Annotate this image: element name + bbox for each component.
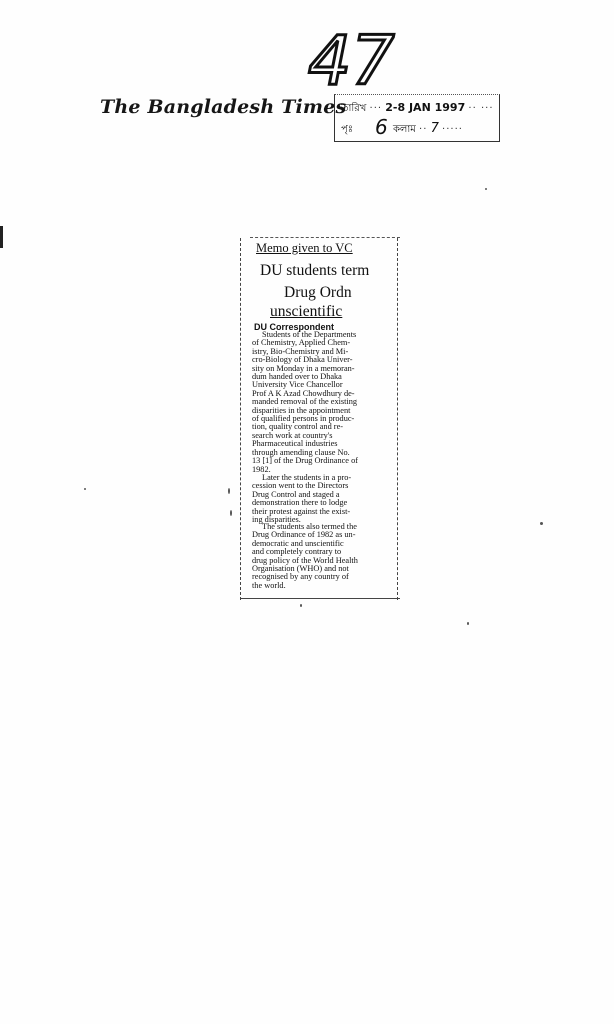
article-paragraph-3 <box>252 523 392 590</box>
text-line: the world. <box>252 580 286 590</box>
scan-speck <box>467 622 469 625</box>
text-line: University Vice Chancellor <box>252 380 343 390</box>
scan-speck <box>300 604 302 607</box>
stamp-page-mark-text: 6 <box>375 115 388 137</box>
text-line: cro-Biology of Dhaka Univer- <box>252 355 353 365</box>
text-line: search work at country's <box>252 430 333 440</box>
text-line: Drug Ordinance of 1982 as un- <box>252 530 356 540</box>
binding-edge <box>0 226 3 248</box>
text-line: of qualified persons in produc- <box>252 414 355 424</box>
stamp-date-prefix: তারিখ <box>341 103 367 114</box>
handwritten-number-47 <box>306 18 402 96</box>
stamp-date-row: তারিখ ··· 2-8 JAN 1997 ·· ··· <box>341 101 494 114</box>
article-byline: DU Correspondent <box>254 322 335 332</box>
text-line: their protest against the exist- <box>252 506 351 516</box>
text-line: tion, quality control and re- <box>252 422 344 432</box>
handwritten-number-text: 47 <box>308 22 395 96</box>
stamp-column-prefix: কলাম <box>392 124 416 135</box>
text-line: sity on Monday in a memoran- <box>252 363 355 373</box>
headline-line-1: DU students term <box>260 262 370 279</box>
clipping-bottom-edge <box>240 598 400 599</box>
text-line: of Chemistry, Applied Chem- <box>252 338 351 348</box>
headline-line-3: unscientific <box>270 303 343 320</box>
text-line: through amending clause No. <box>252 447 350 457</box>
newspaper-masthead: The Bangladesh Times <box>100 96 347 118</box>
text-line: The students also termed the <box>262 522 357 531</box>
text-line: cession went to the Directors <box>252 481 349 491</box>
text-line: 1982. <box>252 464 271 474</box>
text-line: disparities in the appointment <box>252 405 351 415</box>
stamp-page-row: পৃঃ কলাম ·· 7 ····· <box>341 121 463 136</box>
scan-speck <box>485 188 487 190</box>
stamp-column-mark: 7 <box>430 121 439 136</box>
text-line: Prof A K Azad Chowdhury de- <box>252 388 355 398</box>
text-line: recognised by any country of <box>252 572 349 582</box>
article-paragraph-1 <box>252 331 392 474</box>
text-line: 13 [1] of the Drug Ordinance of <box>252 456 358 466</box>
text-line: Drug Control and staged a <box>252 489 340 499</box>
text-line: ing disparities. <box>252 515 301 525</box>
text-line: Students of the Departments <box>262 330 357 339</box>
scan-speck <box>540 522 543 525</box>
clipping-date-stamp <box>334 94 500 142</box>
scan-speck <box>230 510 232 516</box>
text-line: dum handed over to Dhaka <box>252 372 342 382</box>
text-line: istry, Bio-Chemistry and Mi- <box>252 346 349 356</box>
text-line: demonstration there to lodge <box>252 498 348 508</box>
scan-speck <box>84 488 86 490</box>
article-kicker: Memo given to VC <box>256 241 353 255</box>
text-line: and completely contrary to <box>252 547 342 557</box>
stamp-page-prefix: পৃঃ <box>341 124 354 135</box>
text-line: Organisation (WHO) and not <box>252 564 349 574</box>
scan-speck <box>228 488 230 494</box>
text-line: manded removal of the existing <box>252 397 358 407</box>
article-paragraph-2 <box>252 474 392 524</box>
stamp-date: 2-8 JAN 1997 <box>385 101 466 114</box>
text-line: drug policy of the World Health <box>252 555 358 565</box>
text-line: Pharmaceutical industries <box>252 439 338 449</box>
headline-line-2: Drug Ordn <box>284 284 352 301</box>
text-line: Later the students in a pro- <box>262 473 352 482</box>
text-line: democratic and unscientific <box>252 538 344 548</box>
stamp-page-mark <box>371 115 401 137</box>
